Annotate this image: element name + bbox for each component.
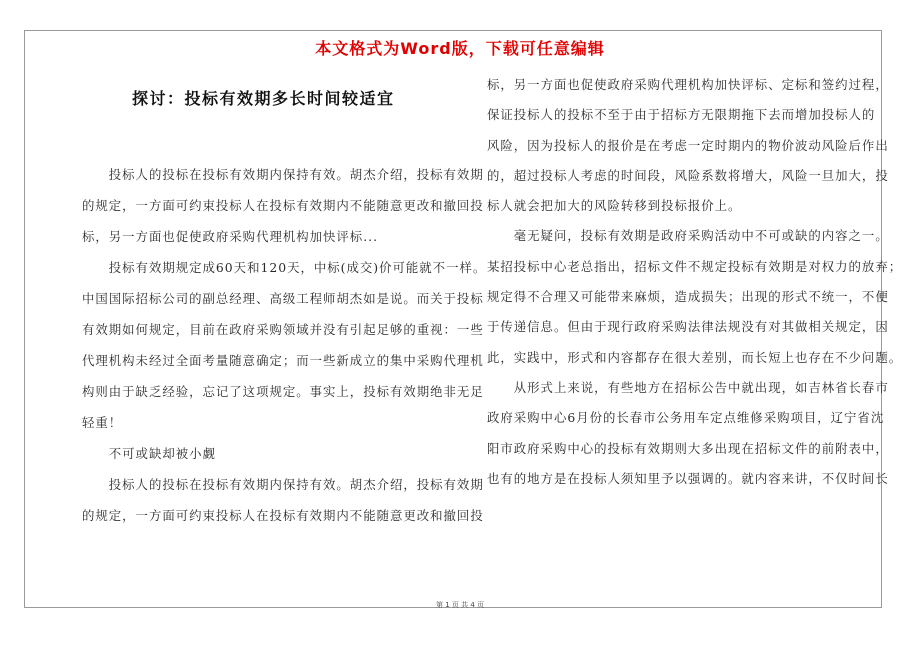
text-line: 代理机构未经过全面考量随意确定；而一些新成立的集中采购代理机 — [82, 353, 484, 368]
text-line: 从形式上来说，有些地方在招标公告中就出现，如吉林省长春市 — [487, 379, 889, 395]
text-line: 标人就会把加大的风险转移到投标报价上。 — [487, 198, 742, 214]
text-line: 保证投标人的投标不至于由于招标方无限期拖下去而增加投标人的 — [487, 107, 876, 123]
text-line: 轻重！ — [82, 415, 123, 430]
text-line: 此，实践中，形式和内容都存在很大差别，而长短上也存在不少问题。 — [487, 349, 903, 365]
text-line: 规定得不合理又可能带来麻烦，造成损失；出现的形式不统一，不便 — [487, 289, 889, 305]
text-line: 有效期如何规定，目前在政府采购领域并没有引起足够的重视：一些 — [82, 322, 484, 337]
text-line: 阳市政府采购中心的投标有效期则大多出现在招标文件的前附表中， — [487, 440, 889, 456]
text-line: 也有的地方是在投标人须知里予以强调的。就内容来讲，不仅时间长 — [487, 470, 889, 486]
text-line: 投标人的投标在投标有效期内保持有效。胡杰介绍，投标有效期 — [82, 167, 484, 182]
text-line: 风险，因为投标人的报价是在考虑一定时期内的物价波动风险后作出 — [487, 137, 889, 153]
right-column — [487, 70, 903, 494]
page-number: 第 1 页 共 4 页 — [435, 601, 485, 609]
text-line: 的，超过投标人考虑的时间段，风险系数将增大，风险一旦加大，投 — [487, 167, 889, 183]
text-line: 的规定，一方面可约束投标人在投标有效期内不能随意更改和撤回投 — [82, 198, 484, 213]
text-line: 构则由于缺乏经验，忘记了这项规定。事实上，投标有效期绝非无足 — [82, 384, 484, 399]
text-line: 投标人的投标在投标有效期内保持有效。胡杰介绍，投标有效期 — [82, 477, 484, 492]
text-line: 的规定，一方面可约束投标人在投标有效期内不能随意更改和撤回投 — [82, 508, 484, 523]
text-line: 投标有效期规定成60天和120天，中标(成交)价可能就不一样。 — [82, 260, 487, 275]
left-column — [82, 159, 487, 531]
text-line: 标，另一方面也促使政府采购代理机构加快评标... — [82, 229, 379, 244]
format-banner: 本文格式为Word版，下载可任意编辑 — [315, 39, 605, 58]
text-line: 政府采购中心6月份的长春市公务用车定点维修采购项目，辽宁省沈 — [487, 410, 885, 426]
section-heading: 不可或缺却被小觑 — [82, 446, 216, 461]
text-line: 中国国际招标公司的副总经理、高级工程师胡杰如是说。而关于投标 — [82, 291, 484, 306]
text-line: 于传递信息。但由于现行政府采购法律法规没有对其做相关规定，因 — [487, 319, 889, 335]
text-line: 标，另一方面也促使政府采购代理机构加快评标、定标和签约过程， — [487, 77, 889, 92]
text-line: 某招投标中心老总指出，招标文件不规定投标有效期是对权力的放弃； — [487, 258, 903, 274]
article-title: 探讨：投标有效期多长时间较适宜 — [132, 89, 395, 108]
text-line: 毫无疑问，投标有效期是政府采购活动中不可或缺的内容之一。 — [487, 228, 889, 244]
